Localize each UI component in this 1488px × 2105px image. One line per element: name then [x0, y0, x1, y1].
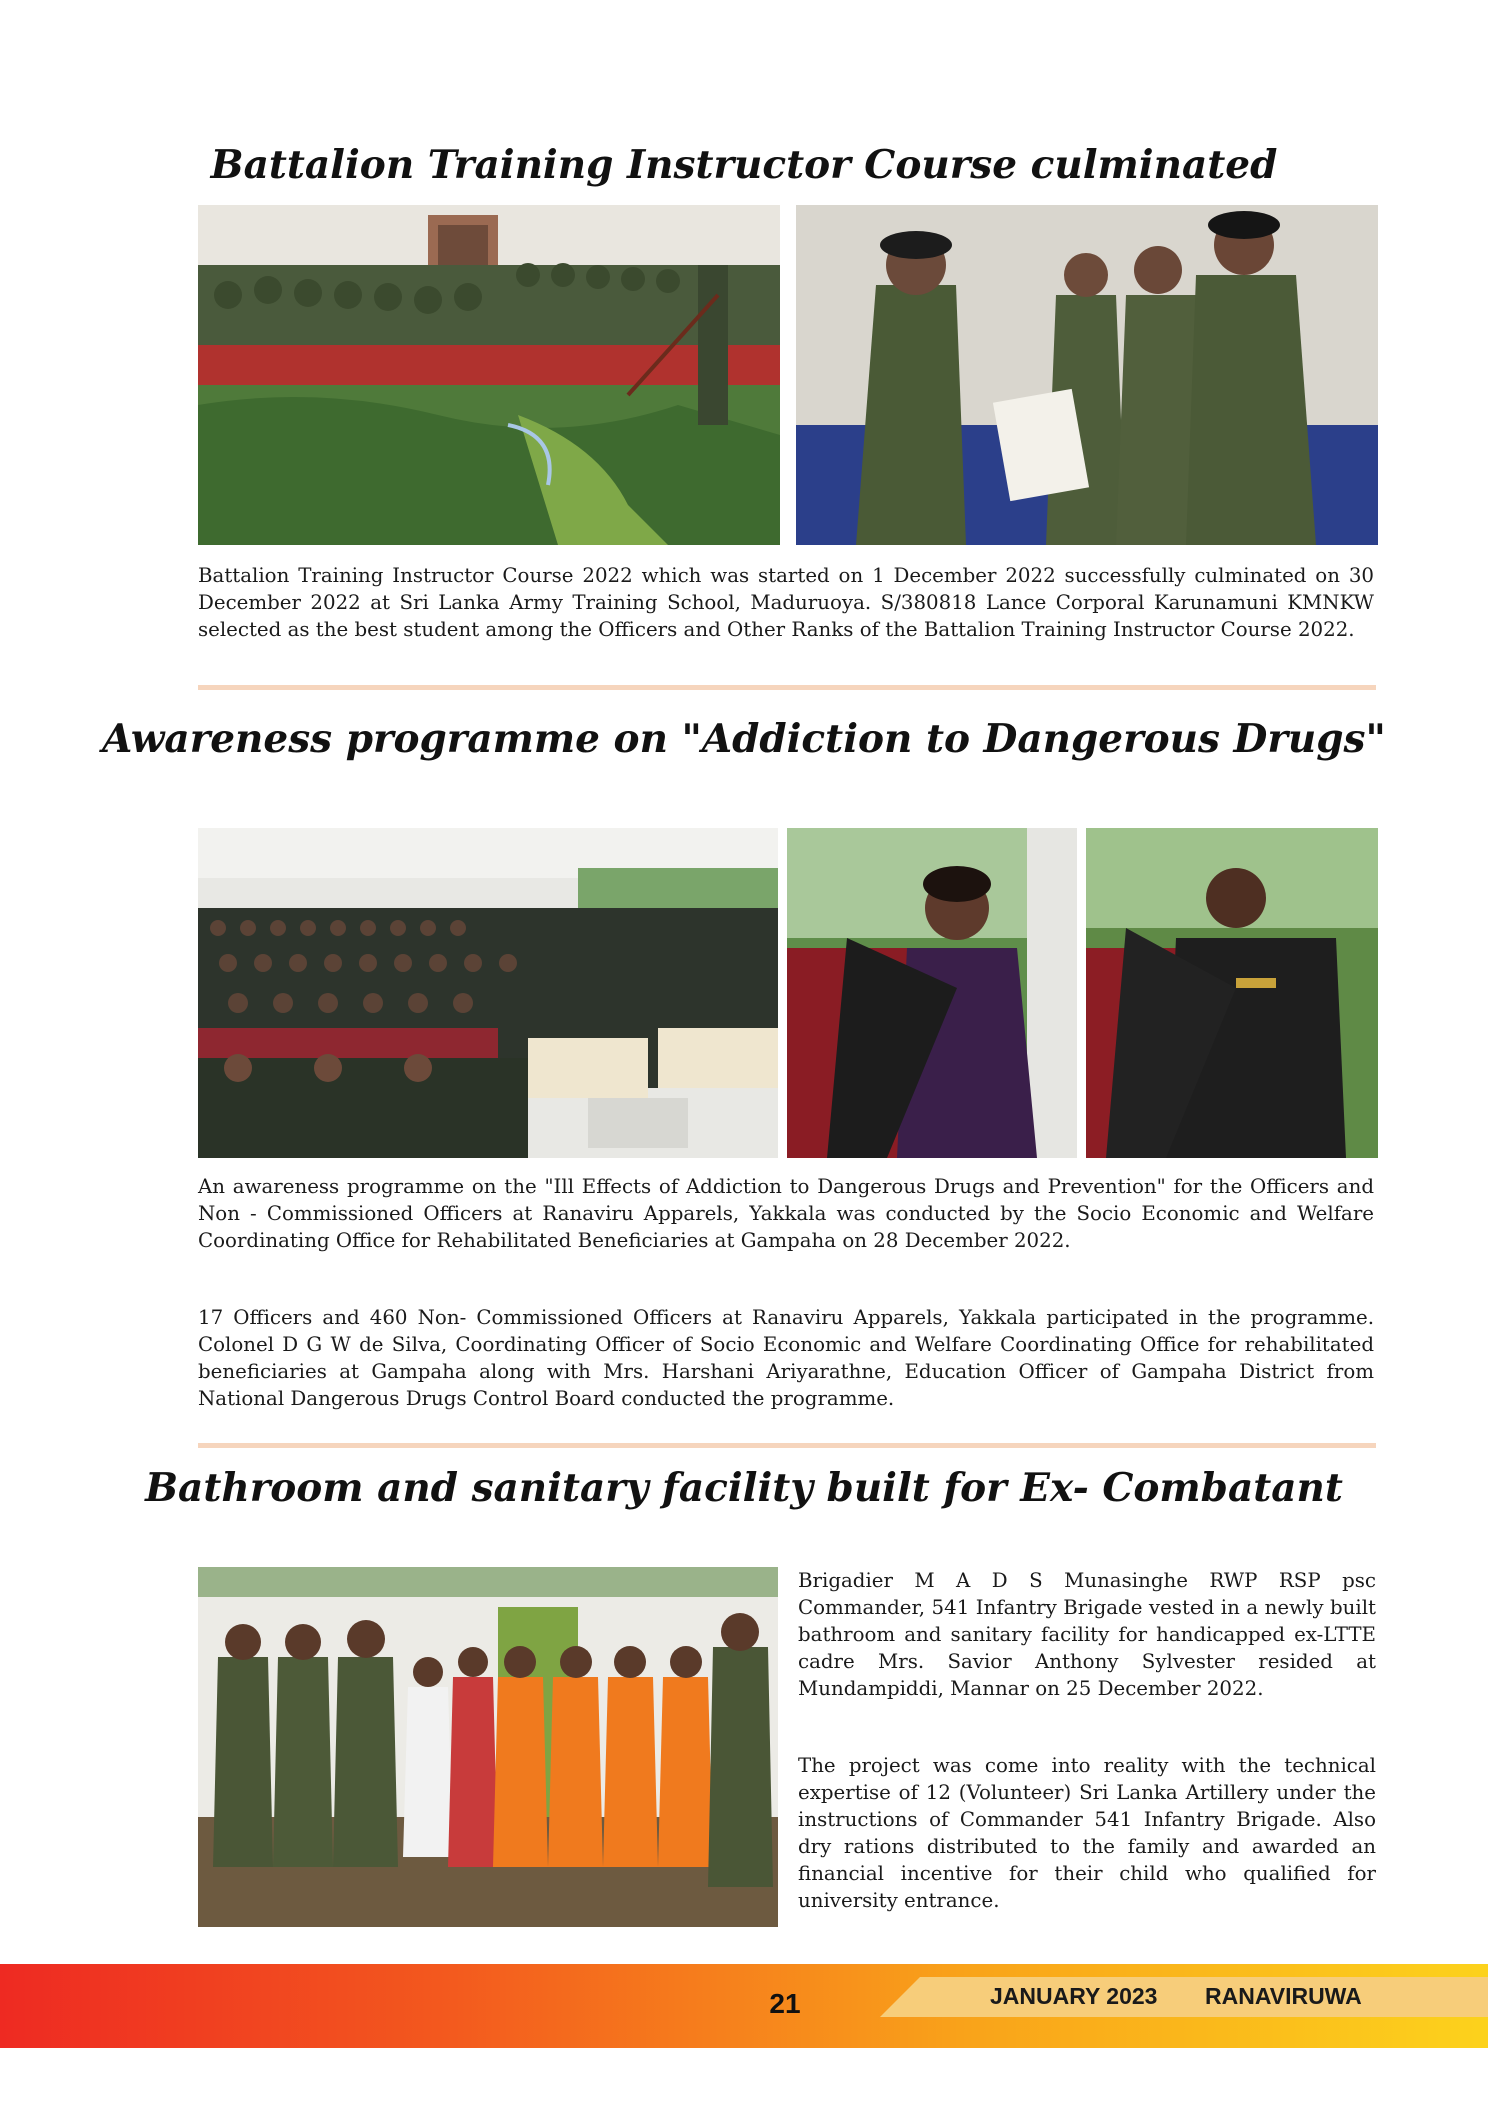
female-speaker-photo — [787, 828, 1077, 1158]
footer-tab — [880, 1977, 1488, 2017]
page-number: 21 — [769, 1988, 801, 2019]
audience-hall-photo — [198, 828, 778, 1158]
footer-magazine: RANAVIRUWA — [1205, 1983, 1362, 2009]
training-terrain-photo — [198, 205, 780, 545]
section2-title: Awareness programme on "Addiction to Dangerous Drugs" — [102, 716, 1386, 762]
section3-paragraph1: Brigadier M A D S Munasinghe RWP RSP psc Commander, 541 Infantry Brigade vested in a newly built bathroom and sanitary facility for handicapped ex-LTTE cadre Mrs. Savior Anthony Sylvester resided at Mundampiddi, Mannar on 25 December 2022. — [798, 1569, 1376, 1700]
section1-title: Battalion Training Instructor Course culminated — [210, 142, 1278, 188]
section-divider — [198, 1443, 1376, 1448]
section1-paragraph: Battalion Training Instructor Course 2022 which was started on 1 December 2022 successfully culminated on 30 December 2022 at Sri Lanka Army Training School, Maduruoya. S/380818 Lance Corporal Karunamuni KMNKW selected as the best student among the Officers and Other Ranks of the Battalion Training Instructor Course 2022. — [198, 564, 1374, 641]
section3-paragraph2: The project was come into reality with the technical expertise of 12 (Volunteer) Sri Lanka Artillery under the instructions of Commander 541 Infantry Brigade. Also dry rations distributed to the family and awarded an financial incentive for their child who qualified for university entrance. — [798, 1754, 1376, 1912]
certificate-presentation-photo — [796, 205, 1378, 545]
section-divider — [198, 685, 1376, 690]
male-speaker-photo — [1086, 828, 1378, 1158]
footer-issue: JANUARY 2023 — [990, 1983, 1158, 2009]
section3-title: Bathroom and sanitary facility built for Ex- Combatant — [145, 1465, 1343, 1511]
facility-handover-photo — [198, 1567, 778, 1927]
section2-paragraph2: 17 Officers and 460 Non- Commissioned Officers at Ranaviru Apparels, Yakkala participated in the programme. Colonel D G W de Silva, Coordinating Officer of Socio Economic and Welfare Coordinating Office for rehabilitated beneficiaries at Gampaha along with Mrs. Harshani Ariyarathne, Education Officer of Gampaha District from National Dangerous Drugs Control Board conducted the programme. — [198, 1306, 1374, 1410]
section2-paragraph1: An awareness programme on the "Ill Effects of Addiction to Dangerous Drugs and Prevention" for the Officers and Non - Commissioned Officers at Ranaviru Apparels, Yakkala was conducted by the Socio Economic and Welfare Coordinating Office for Rehabilitated Beneficiaries at Gampaha on 28 December 2022. — [198, 1175, 1374, 1252]
